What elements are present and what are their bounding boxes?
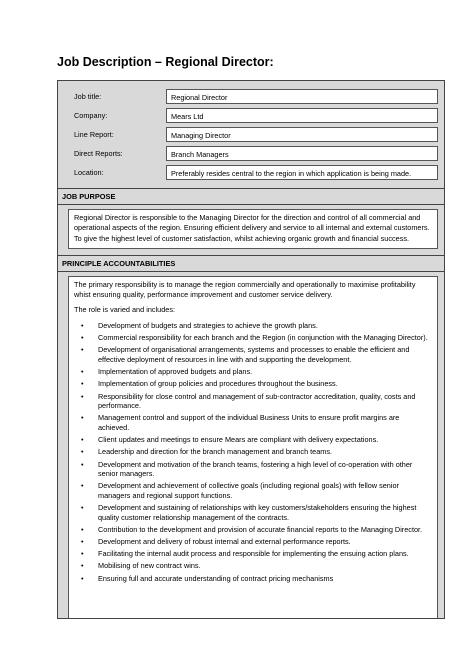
accountabilities-intro: The primary responsibility is to manage the region commercially and operationally to maximise profitability whist ensuring quality, performance improvement and customer service delivery. [74, 279, 416, 299]
detail-value: Managing Director [166, 127, 438, 142]
list-item: • Commercial responsibility for each branch and the Region (in conjunction with the Managing Director). [98, 333, 431, 343]
list-item: • Development and motivation of the branch teams, fostering a high level of co-operation with other senior managers. [98, 460, 431, 480]
accountabilities-section [58, 272, 444, 618]
job-description-form [57, 80, 445, 619]
list-item: • Development and delivery of robust internal and external performance reports. [98, 537, 431, 547]
list-item: • Development and achievement of collective goals (including regional goals) with fellow senior managers and regional support functions. [98, 481, 431, 501]
list-item: • Development and sustaining of relationships with key customers/stakeholders ensuring the highest quality customer relationship management of the contracts. [98, 503, 431, 523]
job-purpose-heading: JOB PURPOSE [58, 188, 444, 205]
detail-row-job-title [58, 87, 438, 106]
detail-row-line-report [58, 125, 438, 144]
list-item: • Ensuring full and accurate understanding of contract pricing mechanisms [98, 574, 431, 584]
list-item: • Development of budgets and strategies to achieve the growth plans. [98, 321, 431, 331]
accountabilities-box [68, 276, 438, 618]
detail-value: Preferably resides central to the region in which application is being made. [166, 165, 438, 180]
details-section [58, 81, 444, 188]
detail-label: Direct Reports: [74, 149, 123, 158]
list-item: • Implementation of approved budgets and plans. [98, 367, 431, 377]
list-item: • Development of organisational arrangements, systems and processes to enable the efficient and effective deployment of resources in line with and supporting the development. [98, 345, 431, 365]
accountabilities-lead: The role is varied and includes: [74, 305, 175, 315]
detail-row-company [58, 106, 438, 125]
detail-label: Location: [74, 168, 104, 177]
list-item: • Responsibility for close control and management of sub-contractor accreditation, quality, costs and performance. [98, 392, 431, 412]
detail-value: Mears Ltd [166, 108, 438, 123]
accountabilities-heading: PRINCIPLE ACCOUNTABILITIES [58, 255, 444, 272]
detail-value: Regional Director [166, 89, 438, 104]
list-item: • Management control and support of the individual Business Units to ensure profit margins are achieved. [98, 413, 431, 433]
detail-label: Line Report: [74, 130, 114, 139]
list-item: • Mobilising of new contract wins. [98, 561, 431, 571]
list-item: • Leadership and direction for the branch management and branch teams. [98, 447, 431, 457]
detail-label: Job title: [74, 92, 102, 101]
detail-row-location [58, 163, 438, 182]
job-purpose-section [58, 205, 444, 255]
detail-row-direct-reports [58, 144, 438, 163]
accountabilities-list [74, 321, 431, 583]
list-item: • Implementation of group policies and procedures throughout the business. [98, 379, 431, 389]
list-item: • Client updates and meetings to ensure Mears are compliant with delivery expectations. [98, 435, 431, 445]
job-purpose-text: Regional Director is responsible to the Managing Director for the direction and control of all commercial and operational aspects of the region. Ensuring efficient delivery and service to all internal and external customers. To give the highest level of customer satisfaction, whilst achieving organic growth and financial success. [68, 209, 438, 249]
detail-label: Company: [74, 111, 108, 120]
list-item: • Facilitating the internal audit process and responsible for implementing the ensuing action plans. [98, 549, 431, 559]
page-title: Job Description – Regional Director: [57, 55, 274, 69]
list-item: • Contribution to the development and provision of accurate financial reports to the Managing Director. [98, 525, 431, 535]
detail-value: Branch Managers [166, 146, 438, 161]
